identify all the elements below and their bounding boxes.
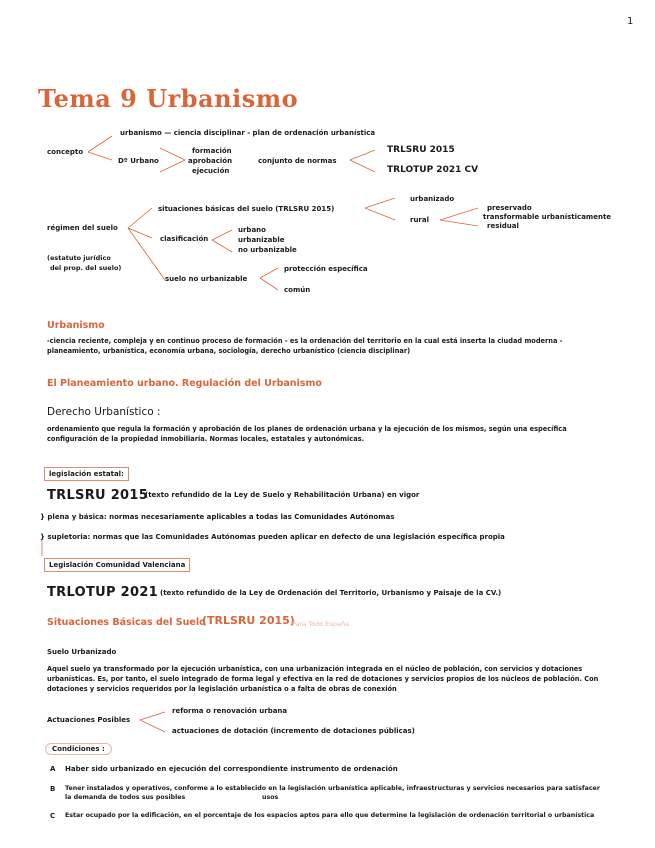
map-estatuto-2: del prop. del suelo): [50, 264, 122, 272]
trlotup-line-code: TRLOTUP 2021: [47, 585, 159, 600]
page-number: 1: [627, 16, 634, 27]
suelo-urbanizado-sub: Suelo Urbanizado: [47, 648, 117, 656]
map-preservado: preservado: [487, 204, 532, 212]
actuacion-reforma: reforma o renovación urbana: [172, 707, 288, 715]
map-urbanizable: urbanizable: [238, 236, 285, 244]
plena-basica-line: } plena y básica: normas necesariamente aplicables a todas las Comunidades Autónomas: [40, 513, 395, 521]
trlsru-line-code: TRLSRU 2015: [47, 488, 149, 503]
map-urbanismo-def: urbanismo — ciencia disciplinar - plan de ordenación urbanística: [120, 129, 376, 137]
section-urbanismo-heading: Urbanismo: [47, 320, 105, 331]
map-proteccion: protección específica: [284, 265, 368, 273]
map-no-urbanizable: no urbanizable: [238, 246, 297, 254]
map-d-urbano: Dº Urbano: [118, 157, 159, 165]
situaciones-heading-scope: Para Todo España: [292, 620, 350, 628]
condiciones-label: Condiciones :: [45, 743, 112, 755]
cond-a-text: Haber sido urbanizado en ejecución del correspondiente instrumento de ordenación: [65, 765, 398, 773]
map-regimen: régimen del suelo: [47, 224, 118, 232]
map-trlsru: TRLSRU 2015: [387, 145, 455, 155]
cond-c-letter: C: [50, 812, 56, 820]
section-urbanismo-text: -ciencia reciente, compleja y en continuo proceso de formación - es la ordenación del territorio en la cual está inserta la ciudad moderna - planeamiento, urbanística, economía urbana, sociología, derecho urbanístico (ciencia disciplinar): [47, 337, 563, 355]
cond-b-text-1: Tener instalados y operativos, conforme a lo establecido en la legislación urbanística aplicable, infraestructuras y servicios necesarios para satisfacer: [65, 785, 600, 792]
map-ejecucion: ejecución: [192, 167, 230, 175]
map-comun: común: [284, 286, 311, 294]
map-urbanizado: urbanizado: [410, 195, 455, 203]
actuaciones-label: Actuaciones Posibles: [47, 716, 131, 724]
map-estatuto-1: (estatuto jurídico: [47, 254, 111, 262]
map-transformable: transformable urbanísticamente: [483, 213, 612, 221]
cond-b-text-2: la demanda de todos sus posibles: [65, 794, 186, 801]
trlotup-line-desc: (texto refundido de la Ley de Ordenación del Territorio, Urbanismo y Paisaje de la CV.): [160, 589, 502, 597]
situaciones-heading-law: (TRLSRU 2015): [202, 614, 295, 627]
suelo-urbanizado-text: Aquel suelo ya transformado por la ejecución urbanística, con una urbanización integrada en el núcleo de población, con servicios y dotaciones urbanísticas. Es, por tanto, el suelo integrado de forma legal y efectiva en la red de dotaciones y servicios propios de los núcleos de población. Con dotaciones y servicios requeridos por la legislación urbanística o a falta de obras de conexión: [47, 665, 599, 693]
situaciones-heading: Situaciones Básicas del Suelo: [47, 617, 206, 628]
trlsru-line-desc: (texto refundido de la Ley de Suelo y Rehabilitación Urbana) en vigor: [145, 491, 420, 499]
map-concepto: concepto: [47, 148, 84, 156]
map-situaciones: situaciones básicas del suelo (TRLSRU 2015): [158, 205, 335, 213]
derecho-urbanistico-text: ordenamiento que regula la formación y aprobación de los planes de ordenación urbana y la ejecución de los mismos, según una específica configuración de la propiedad inmobiliaria. Normas locales, estatales y autonómicas.: [47, 425, 567, 443]
cond-b-letter: B: [50, 785, 56, 793]
legislacion-estatal-box: legislación estatal:: [44, 467, 129, 481]
map-residual: residual: [487, 222, 519, 230]
map-trlotup: TRLOTUP 2021 CV: [387, 165, 479, 175]
cond-a-letter: A: [50, 765, 56, 773]
page-title: Tema 9 Urbanismo: [38, 84, 299, 113]
cond-b-text-3: usos: [262, 794, 279, 801]
map-rural: rural: [410, 216, 430, 224]
map-clasificacion: clasificación: [160, 235, 209, 243]
actuacion-dotacion: actuaciones de dotación (incremento de dotaciones públicas): [172, 727, 415, 735]
map-conjunto: conjunto de normas: [258, 157, 337, 165]
map-formacion: formación: [192, 147, 232, 155]
legislacion-cv-box: Legislación Comunidad Valenciana: [44, 558, 190, 572]
supletoria-line: } supletoria: normas que las Comunidades Autónomas pueden aplicar en defecto de una legislación específica propia: [40, 533, 505, 541]
derecho-urbanistico-label: Derecho Urbanístico :: [47, 406, 161, 418]
cond-c-text: Estar ocupado por la edificación, en el porcentaje de los espacios aptos para ello que determine la legislación de ordenación territorial o urbanística: [65, 812, 595, 819]
map-aprobacion: aprobación: [188, 157, 233, 165]
section-planeamiento-heading: El Planeamiento urbano. Regulación del Urbanismo: [47, 378, 322, 389]
map-urbano: urbano: [238, 226, 266, 234]
map-suelo-no-urb: suelo no urbanizable: [165, 275, 248, 283]
